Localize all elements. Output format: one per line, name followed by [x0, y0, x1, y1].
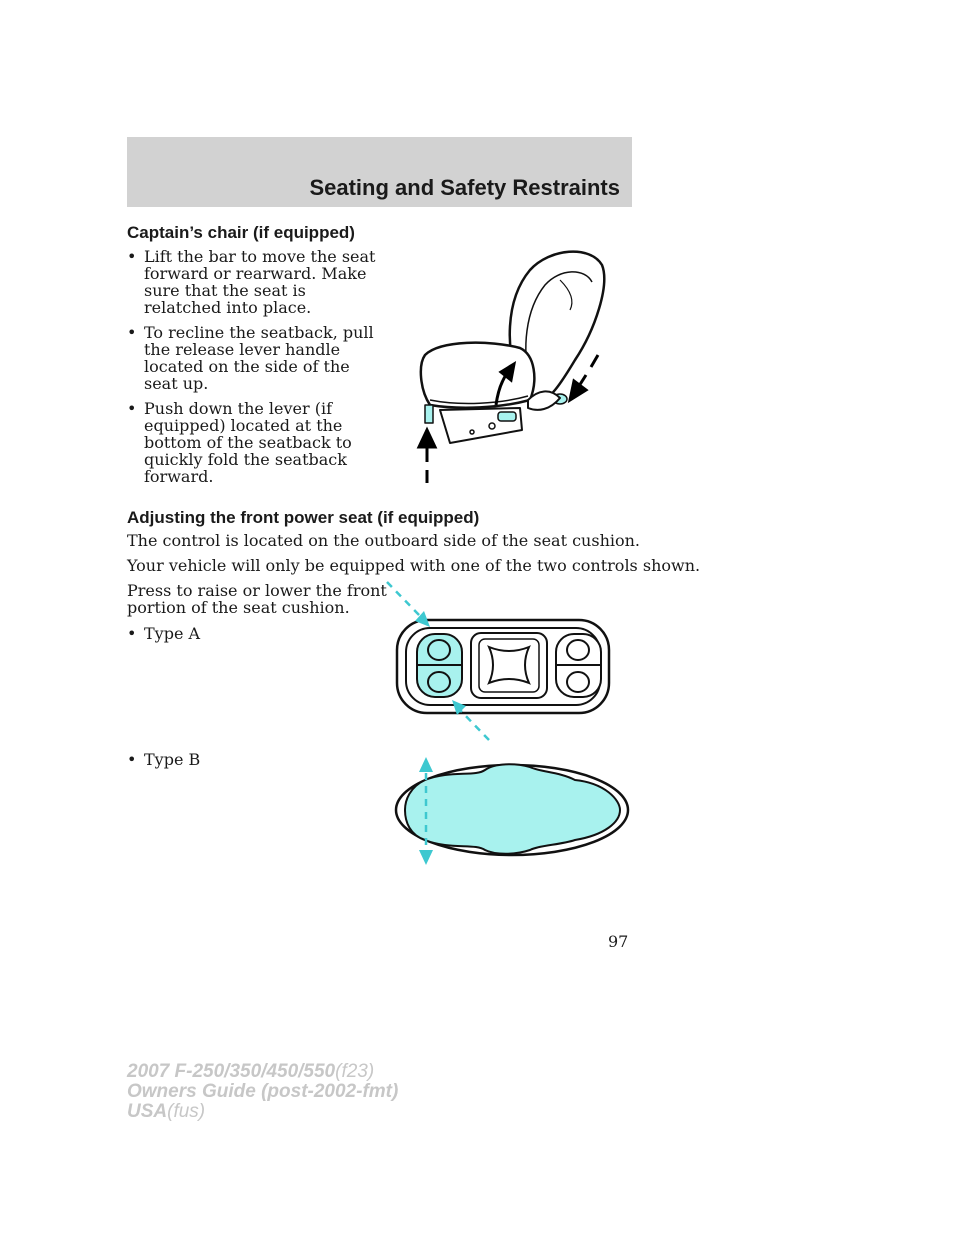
captains-chair-heading: Captain’s chair (if equipped) [127, 223, 355, 242]
power-seat-para-press-1: Press to raise or lower the front [127, 581, 387, 600]
power-seat-para-location: The control is located on the outboard side of the seat cushion. [127, 531, 641, 550]
bullet-text: Push down the lever (if equipped) located at the bottom of the seatback to quickly fold the seatback forward. [144, 399, 352, 486]
type-b-control-diagram [390, 755, 635, 870]
footer-market-code: (fus) [167, 1101, 206, 1122]
section-title: Seating and Safety Restraints [309, 175, 620, 200]
list-item [127, 324, 387, 392]
bullet-dot: • [127, 750, 137, 769]
footer-line-2 [127, 1082, 398, 1102]
bullet-dot: • [127, 399, 137, 418]
page-number: 97 [608, 932, 629, 951]
captains-chair-illustration [410, 240, 620, 485]
type-b-label [127, 750, 200, 769]
header-band [127, 137, 632, 207]
power-seat-para-press-2: portion of the seat cushion. [127, 598, 350, 617]
type-b-text: Type B [144, 750, 201, 769]
captains-chair-bullets [127, 248, 387, 493]
type-a-text: Type A [144, 624, 201, 643]
power-seat-heading: Adjusting the front power seat (if equipped) [127, 508, 480, 527]
list-item [127, 400, 387, 485]
bullet-dot: • [127, 247, 137, 266]
footer [127, 1062, 398, 1122]
footer-model-code: (f23) [335, 1061, 375, 1082]
bullet-dot: • [127, 624, 137, 643]
footer-line-3 [127, 1102, 398, 1122]
footer-line-1 [127, 1062, 398, 1082]
list-item [127, 248, 387, 316]
bullet-text: Lift the bar to move the seat forward or rearward. Make sure that the seat is relatched into place. [144, 247, 376, 317]
footer-market: USA [127, 1101, 168, 1122]
footer-model: 2007 F-250/350/450/550 [127, 1061, 336, 1082]
footer-guide: Owners Guide (post-2002-fmt) [127, 1081, 399, 1102]
bullet-dot: • [127, 323, 137, 342]
type-a-control-diagram [385, 575, 625, 750]
power-seat-para-controls: Your vehicle will only be equipped with one of the two controls shown. [127, 556, 701, 575]
bullet-text: To recline the seatback, pull the release lever handle located on the side of the seat up. [144, 323, 374, 393]
type-a-label [127, 624, 200, 643]
